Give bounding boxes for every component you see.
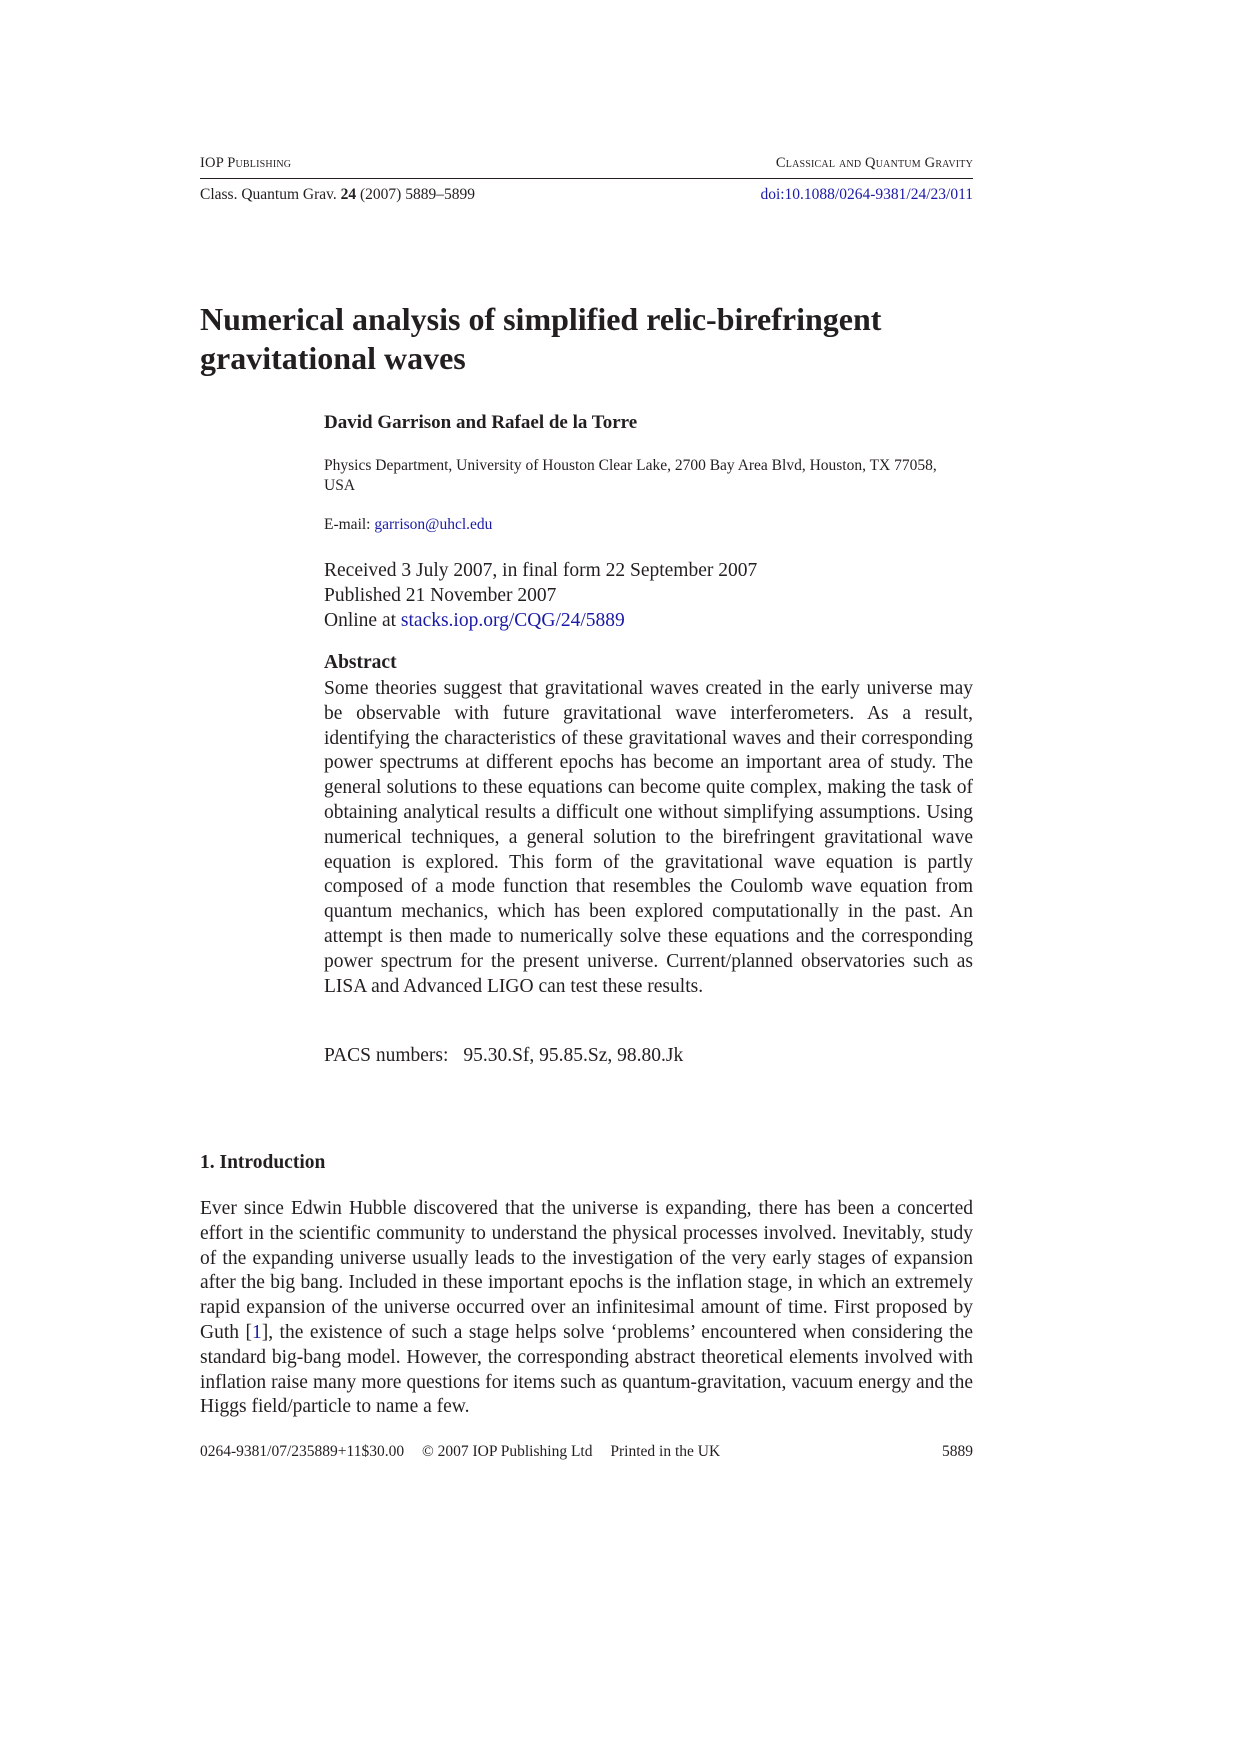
abstract-text: Some theories suggest that gravitational waves created in the early universe may be observable with future gravitational wave interferometers. As a result, identifying the characteristics of these gravitational waves and their corresponding power spectrums at different epochs has become an important area of study. The general solutions to these equations can become quite complex, making the task of obtaining analytical results a difficult one without simplifying assumptions. Using numerical techniques, a general solution to the birefringent gravitational wave equation is explored. This form of the gravitational wave equation is partly composed of a mode function that resembles the Coulomb wave equation from quantum mechanics, which has been explored computationally in the past. An attempt is then made to numerically solve these equations and the corresponding power spectrum for the present universe. Current/planned observatories such as LISA and Advanced LIGO can test these results. <box>324 678 973 997</box>
abstract-heading: Abstract <box>324 652 397 673</box>
pacs-values: 95.30.Sf, 95.85.Sz, 98.80.Jk <box>463 1045 684 1066</box>
header-rule <box>200 178 973 179</box>
intro-text-part1: Ever since Edwin Hubble discovered that the universe is expanding, there has been a concerted effort in the scientific community to understand the physical processes involved. Inevitably, study of the expanding universe usually leads to the investigation of the very early stages of expansion after the big bang. Included in these important epochs is the inflation stage, in which an extremely rapid expansion of the universe occurred over an infinitesimal amount of time. First proposed by Guth [ <box>200 1198 973 1343</box>
author-list: David Garrison and Rafael de la Torre <box>324 412 638 433</box>
online-label: Online at <box>324 610 397 631</box>
journal-abbrev: Class. Quantum Grav. <box>200 186 337 203</box>
email-line <box>324 516 492 534</box>
section-heading-introduction: 1. Introduction <box>200 1152 326 1173</box>
page-number: 5889 <box>942 1443 973 1460</box>
online-url-link[interactable]: stacks.iop.org/CQG/24/5889 <box>400 610 625 631</box>
journal-name: Classical and Quantum Gravity <box>775 155 973 171</box>
doi-link[interactable]: doi:10.1088/0264-9381/24/23/011 <box>760 186 973 203</box>
publisher-name: IOP Publishing <box>200 155 292 171</box>
footer-issn-price: 0264-9381/07/235889+11$30.00 <box>200 1443 405 1460</box>
introduction-paragraph <box>200 1197 973 1420</box>
footer-printed: Printed in the UK <box>610 1443 721 1460</box>
footer-copyright: © 2007 IOP Publishing Ltd <box>421 1443 593 1460</box>
email-label: E-mail: <box>324 516 371 533</box>
affiliation: Physics Department, University of Houston Clear Lake, 2700 Bay Area Blvd, Houston, TX 77058, USA <box>324 457 937 494</box>
journal-year-pages: (2007) 5889–5899 <box>360 186 475 203</box>
online-line <box>324 608 757 633</box>
journal-volume: 24 <box>340 186 357 203</box>
journal-reference <box>200 186 475 204</box>
citation-link[interactable]: 1 <box>251 1321 262 1343</box>
received-date: Received 3 July 2007, in final form 22 September 2007 <box>324 560 758 581</box>
pacs-label: PACS numbers: <box>324 1045 449 1066</box>
intro-text-part2: ], the existence of such a stage helps solve ‘problems’ encountered when considering the standard big-bang model. However, the corresponding abstract theoretical elements involved with inflation raise many more questions for items such as quantum-gravitation, vacuum energy and the Higgs field/particle to name a few. <box>200 1321 973 1418</box>
email-link[interactable]: garrison@uhcl.edu <box>374 516 493 533</box>
pacs-numbers <box>324 1045 683 1067</box>
published-date: Published 21 November 2007 <box>324 585 557 606</box>
paper-title: Numerical analysis of simplified relic-birefringent gravitational waves <box>200 301 882 376</box>
publication-dates <box>324 558 757 633</box>
footer-info <box>200 1443 734 1461</box>
